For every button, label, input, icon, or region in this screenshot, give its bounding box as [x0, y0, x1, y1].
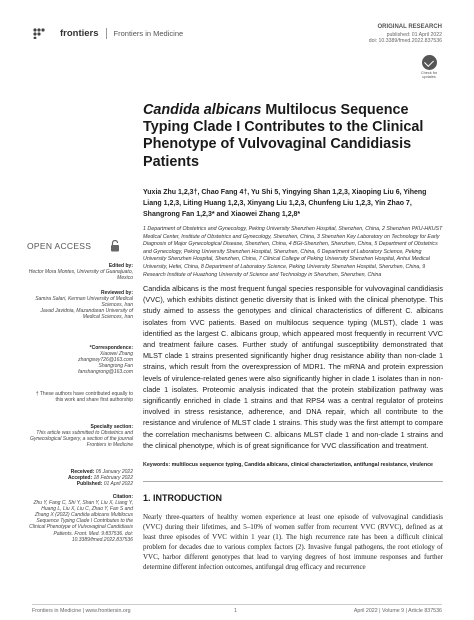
specialty-section: Specialty section: This article was submitted to Obstetrics and Gynecological Surgery, a section of the journal Frontiers in Medicine: [29, 424, 133, 449]
article-title: Candida albicans Multilocus Sequence Typing Clade I Contributes to the Clinical Phenotype of Vulvovaginal Candidiasis Patients: [143, 102, 424, 170]
brand-name: frontiers: [60, 27, 99, 39]
footer-journal: Frontiers in Medicine | www.frontiersin.org: [32, 608, 131, 614]
page-number: 1: [234, 608, 237, 614]
author-list: Yuxia Zhu 1,2,3†, Chao Fang 4†, Yu Shi 5, Yingying Shan 1,2,3, Xiaoping Liu 6, Yiheng Liang 1,2,3, Liting Huang 1,2,3, Xinyang Liu 1,2,3, Chunfeng Liu 1,2,3, Yin Zhao 7, Shangrong Fan 1,2,3* and Xiaowei Zhang 1,2,8*: [143, 189, 427, 218]
divider: [106, 28, 107, 39]
article-type: ORIGINAL RESEARCH: [377, 24, 442, 30]
equal-contribution-note: † These authors have contributed equally to this work and share first authorship: [35, 391, 133, 404]
introduction-heading: 1. INTRODUCTION: [143, 493, 223, 503]
journal-name: Frontiers in Medicine: [113, 28, 184, 38]
reviewed-by: Reviewed by: Samira Salari, Kerman University of Medical Sciences, Iran Javad Javidnia, Mazandaran University of Medical Sciences, Iran: [35, 290, 133, 321]
footer-issue: April 2022 | Volume 9 | Article 837536: [353, 608, 442, 614]
edited-by: Edited by: Hector Mora Montes, University of Guanajuato, Mexico: [28, 263, 133, 282]
keywords: Keywords: multilocus sequence typing, Candida albicans, clinical characterization, antifungal resistance, virulence: [143, 462, 433, 468]
email-link[interactable]: zhangxwy726@163.com: [78, 357, 133, 364]
check-updates-label: Check for updates: [420, 71, 438, 80]
section-divider: [143, 481, 443, 482]
correspondence: *Correspondence: Xiaowei Zhang zhangxwy726@163.com Shangrong Fan fanshangrong@163.com: [78, 345, 133, 376]
check-for-updates-button[interactable]: [418, 55, 440, 80]
citation: Citation: Zhu Y, Fang C, Shi Y, Shan Y, Liu X, Liang Y, Huang L, Liu X, Liu C, Zhao Y, Fan S and Zhang X (2022) Candida albicans Multilocus Sequence Typing Clade I Contributes to the Clinical Phenotype of Vulvovaginal Candidiasis Patients. Front. Med. 9:837536. doi: 10.3389/fmed.2022.837536: [29, 494, 133, 543]
check-updates-icon: [422, 55, 437, 70]
affiliations: 1 Department of Obstetrics and Gynecology, Peking University Shenzhen Hospital, Shenzhen, China, 2 Shenzhen PKU-HKUST Medical Center, Institute of Obstetrics and Gynecology, Shenzhen, China, 3 Shenzhen Key Laboratory on Technology for Early Diagnosis of Major Gynecological Disease, Shenzhen, China, 4 BGI-Shenzhen, Shenzhen, China, 5 Department of Obstetrics and Gynecology, Peking University Shenzhen Hospital, Shenzhen, China, 6 Department of Laboratory Science, Peking University Shenzhen Hospital, Shenzhen, China, 7 Clinical College of Peking University Shenzhen Hospital, Anhui Medical University, Hefei, China, 8 Department of Laboratory Science, Peking University Shenzhen Hospital, Shenzhen, China, 9 Research Institute of Huazhong University of Science and Technology in Shenzhen, Shenzhen, China: [143, 226, 443, 278]
article-meta: [369, 32, 442, 45]
doi-link[interactable]: doi: 10.3389/fmed.2022.837536: [368, 38, 442, 45]
published-date: published: 01 April 2022: [386, 32, 442, 38]
frontiers-dots-icon: [32, 27, 56, 39]
article-dates: Received: 05 January 2022 Accepted: 18 February 2022 Published: 01 April 2022: [67, 469, 133, 488]
email-link[interactable]: fanshangrong@163.com: [78, 369, 133, 376]
footer-divider: [32, 604, 442, 605]
open-lock-icon: [110, 240, 120, 252]
abstract: Candida albicans is the most frequent fungal species responsible for vulvovaginal candidiasis (VVC), which exhibits distinct genetic diversity that is linked with the clinical phenotype. This study aimed to assess the genotypes and clinical characteristics of different C. albicans isolates from VVC patients. Based on multilocus sequence typing (MLST), clade 1 was identified as the largest C. albicans group, which appeared most frequently in recurrent VVC and treatment failure cases. Further study of antifungal susceptibility demonstrated that MLST clade 1 strains presented significantly higher drug resistance ability than non-clade 1 strains, which result from the overexpression of MDR1. The mRNA and protein expression levels of virulence-related genes were also significantly higher in clade 1 isolates than in non-clade 1 isolates. Proteomic analysis indicated that the protein stabilization pathway was significantly enriched in clade 1 strains and that RPS4 was a central regulator of proteins involved in stress resistance, adherence, and DNA repair, which all contribute to the resistance and virulence of MLST clade 1 strains. This study was the first attempt to compare the correlation mechanisms between C. albicans MLST clade 1 and non-clade 1 strains and the clinical phenotype, which is of great significance for VVC classification and treatment.: [143, 284, 443, 450]
open-access-label: OPEN ACCESS: [27, 241, 92, 251]
introduction-text: Nearly three-quarters of healthy women experience at least one episode of vulvovaginal candidiasis (VVC) during their lifetimes, and 5–10% of women suffer from recurrent VVC (RVVC), defined as at least three episodes of VVC within 1 year (1). The high recurrence rate has been a difficult clinical problem for decades due to various complex factors (2). Invasive fungal pathogens, the root etiology of VVC, harbor different genotypes that lead to varying degrees of host immune responses and further determine different infection outcomes, antifungal drug efficacy and recurrence: [143, 513, 443, 571]
frontiers-logo[interactable]: [32, 27, 183, 39]
